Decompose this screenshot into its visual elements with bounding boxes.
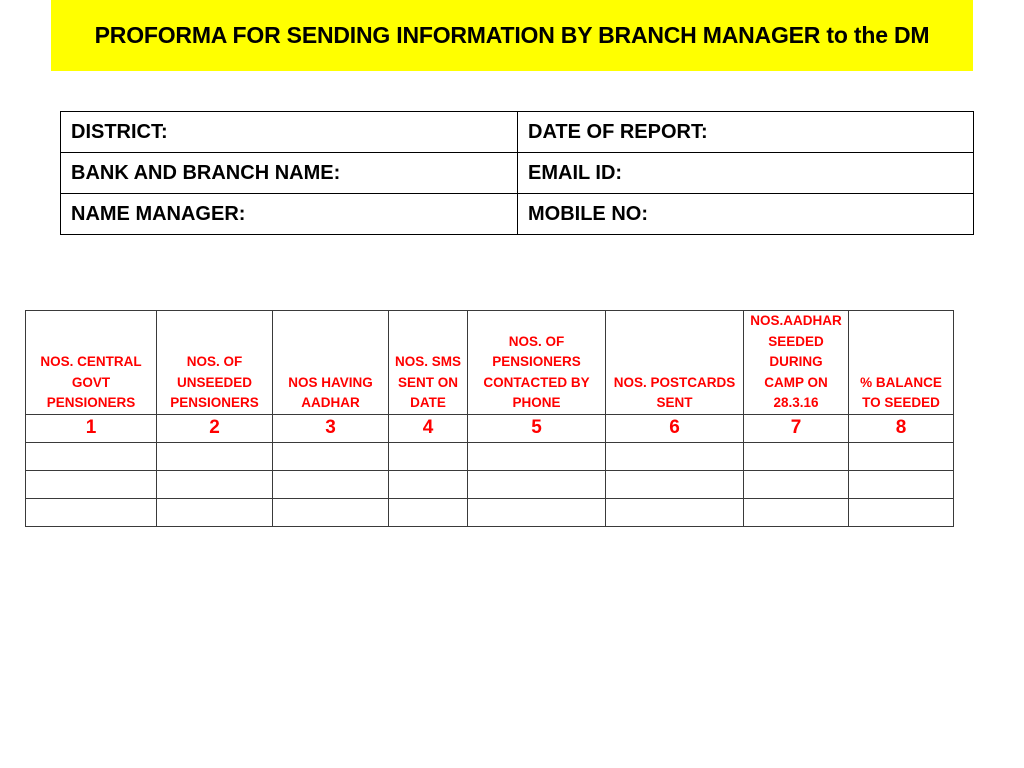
column-header-row: [26, 311, 954, 415]
column-number: 4: [389, 414, 468, 442]
table-cell[interactable]: [26, 470, 157, 498]
column-header: [389, 311, 468, 415]
header-line: DURING: [769, 354, 823, 369]
header-line: NOS.AADHAR: [750, 313, 842, 328]
column-number: 1: [26, 414, 157, 442]
header-line: NOS. POSTCARDS: [613, 374, 736, 390]
table-cell[interactable]: [849, 498, 954, 526]
info-row-district: [61, 112, 974, 153]
table-cell[interactable]: [389, 442, 468, 470]
table-cell[interactable]: [468, 470, 606, 498]
header-line: DATE: [410, 395, 446, 410]
table-cell[interactable]: [389, 498, 468, 526]
table-cell[interactable]: [744, 470, 849, 498]
page-title: PROFORMA FOR SENDING INFORMATION BY BRANCH MANAGER to the DM: [94, 22, 930, 48]
table-cell[interactable]: [273, 498, 389, 526]
column-number-row: [26, 414, 954, 442]
header-line: NOS. CENTRAL: [40, 354, 142, 369]
table-cell[interactable]: [744, 498, 849, 526]
table-cell[interactable]: [468, 442, 606, 470]
info-row-manager: [61, 194, 974, 235]
table-cell[interactable]: [468, 498, 606, 526]
column-number: 7: [744, 414, 849, 442]
table-row: [26, 470, 954, 498]
header-line: SEEDED: [768, 333, 824, 349]
table-cell[interactable]: [26, 442, 157, 470]
header-line: PENSIONERS: [492, 354, 581, 369]
header-line: SENT ON: [397, 374, 458, 390]
column-number: 6: [606, 414, 744, 442]
header-line: NOS HAVING: [288, 374, 373, 390]
header-line: % BALANCE: [860, 374, 942, 390]
bank-branch-name-field[interactable]: BANK AND BRANCH NAME:: [61, 153, 518, 194]
header-line: CAMP ON: [764, 374, 828, 390]
header-line: CONTACTED BY: [483, 374, 590, 390]
table-cell[interactable]: [849, 442, 954, 470]
column-number: 5: [468, 414, 606, 442]
title-banner: [51, 0, 973, 71]
email-id-field[interactable]: EMAIL ID:: [518, 153, 974, 194]
header-line: SENT: [656, 395, 693, 410]
header-line: NOS. OF: [508, 333, 565, 349]
column-header: [606, 311, 744, 415]
column-header: [744, 311, 849, 415]
column-number: 3: [273, 414, 389, 442]
info-row-bank: [61, 153, 974, 194]
table-cell[interactable]: [26, 498, 157, 526]
info-table: [60, 111, 974, 235]
table-cell[interactable]: [273, 470, 389, 498]
header-line: UNSEEDED: [176, 374, 252, 390]
header-line: 28.3.16: [773, 395, 819, 410]
table-row: [26, 442, 954, 470]
header-line: PENSIONERS: [46, 395, 136, 410]
column-header: [849, 311, 954, 415]
column-number: 2: [157, 414, 273, 442]
column-header: [26, 311, 157, 415]
mobile-no-field[interactable]: MOBILE NO:: [518, 194, 974, 235]
data-table: [25, 310, 954, 527]
header-line: PHONE: [512, 395, 561, 410]
header-line: PENSIONERS: [170, 395, 259, 410]
table-cell[interactable]: [157, 498, 273, 526]
column-header: [157, 311, 273, 415]
header-line: GOVT: [71, 374, 111, 390]
header-line: NOS. OF: [186, 354, 243, 369]
date-of-report-field[interactable]: DATE OF REPORT:: [518, 112, 974, 153]
table-cell[interactable]: [606, 442, 744, 470]
table-row: [26, 498, 954, 526]
column-number: 8: [849, 414, 954, 442]
table-cell[interactable]: [606, 470, 744, 498]
header-line: TO SEEDED: [862, 395, 940, 410]
table-cell[interactable]: [606, 498, 744, 526]
table-cell[interactable]: [389, 470, 468, 498]
table-cell[interactable]: [744, 442, 849, 470]
header-line: NOS. SMS: [394, 354, 461, 369]
district-field[interactable]: DISTRICT:: [61, 112, 518, 153]
table-cell[interactable]: [157, 442, 273, 470]
manager-name-field[interactable]: NAME MANAGER:: [61, 194, 518, 235]
column-header: [273, 311, 389, 415]
table-cell[interactable]: [273, 442, 389, 470]
table-cell[interactable]: [849, 470, 954, 498]
header-line: AADHAR: [301, 395, 360, 410]
table-cell[interactable]: [157, 470, 273, 498]
column-header: [468, 311, 606, 415]
